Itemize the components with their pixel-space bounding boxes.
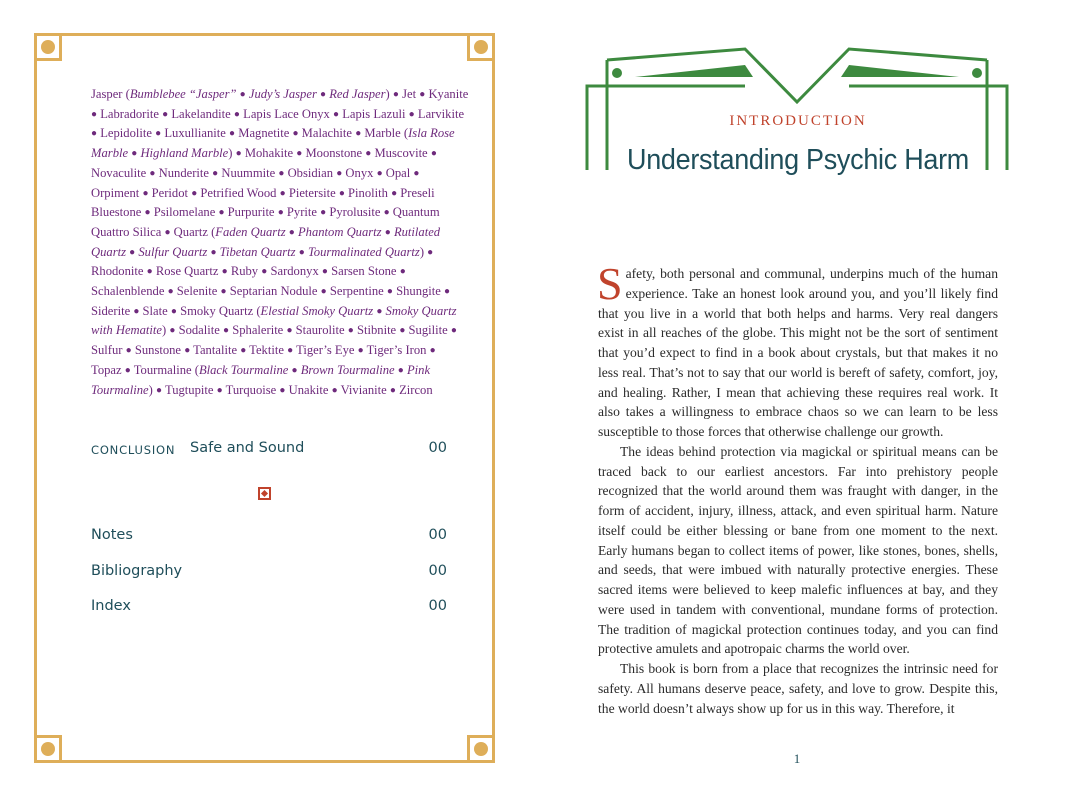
crystal-name: Mohakite	[244, 146, 294, 161]
crystal-item	[270, 264, 318, 278]
crystal-item	[91, 304, 130, 318]
bullet-separator: ●	[164, 226, 171, 238]
crystal-name: Preseli Bluestone	[91, 185, 435, 220]
crystal-name: Jet	[402, 87, 417, 101]
crystal-variety: Rutilated Quartz	[91, 224, 441, 259]
bullet-separator: ●	[399, 325, 406, 337]
crystal-variety: Red Jasper	[329, 87, 386, 101]
crystal-name: Unakite	[288, 382, 329, 397]
crystal-item	[289, 186, 336, 200]
crystal-item	[159, 166, 209, 180]
crystal-name: Orpiment	[91, 185, 140, 200]
crystal-item	[249, 343, 284, 357]
bullet-separator: ●	[133, 305, 140, 317]
crystal-variety: Brown Tourmaline	[300, 362, 395, 377]
crystal-item: Jasper (Bumblebee “Jasper” ● Judy’s Jasper ● Red Jasper)	[91, 87, 390, 101]
corner-ornament-top-right	[467, 33, 495, 61]
crystal-name: Tourmaline	[133, 362, 192, 377]
bullet-separator: ●	[429, 345, 436, 357]
bullet-separator: ●	[291, 364, 298, 376]
crystal-variety: Bumblebee “Jasper”	[129, 87, 237, 101]
crystal-item	[230, 284, 318, 298]
bullet-separator: ●	[430, 148, 437, 160]
bullet-separator: ●	[218, 207, 225, 219]
bullet-separator: ●	[162, 108, 169, 120]
bullet-separator: ●	[320, 207, 327, 219]
bullet-separator: ●	[333, 108, 340, 120]
bullet-separator: ●	[146, 266, 153, 278]
crystal-name: Luxullianite	[164, 126, 226, 141]
toc-notes[interactable]	[91, 527, 447, 551]
toc-notes-page: 00	[428, 527, 447, 543]
bullet-separator: ●	[279, 384, 286, 396]
crystal-name: Lepidolite	[100, 126, 152, 141]
conclusion-page: 00	[428, 440, 447, 456]
corner-ornament-bottom-left	[34, 735, 62, 763]
toc-bibliography-page: 00	[428, 563, 447, 579]
crystal-name: Pyrite	[286, 205, 317, 220]
crystal-item	[329, 205, 380, 219]
bullet-separator: ●	[239, 89, 246, 100]
bullet-separator: ●	[229, 128, 236, 140]
crystal-item	[245, 146, 293, 160]
crystal-name: Vivianite	[340, 382, 387, 397]
crystal-name: Tiger’s Eye	[296, 343, 355, 358]
crystal-item	[402, 87, 416, 101]
chapter-title: Understanding Psychic Harm	[626, 144, 970, 176]
crystal-name: Quantum Quattro Silica	[91, 205, 440, 239]
crystal-item	[330, 284, 384, 298]
bullet-separator: ●	[386, 286, 393, 298]
crystal-item	[232, 323, 283, 337]
bullet-separator: ●	[167, 286, 174, 298]
bullet-separator: ●	[365, 148, 372, 160]
bullet-separator: ●	[261, 266, 268, 278]
crystal-item	[91, 186, 139, 200]
bullet-separator: ●	[129, 246, 136, 258]
crystal-name: Moonstone	[305, 146, 363, 161]
crystal-name: Kyanite	[428, 87, 469, 101]
bullet-separator: ●	[91, 128, 98, 140]
crystal-item	[331, 264, 396, 278]
bullet-separator: ●	[331, 384, 338, 396]
crystal-name: Stibnite	[356, 323, 397, 338]
crystal-item	[171, 107, 230, 121]
bullet-separator: ●	[338, 187, 345, 199]
bullet-separator: ●	[419, 89, 426, 100]
crystal-item	[287, 205, 317, 219]
bullet-separator: ●	[376, 305, 383, 317]
crystal-name: Shungite	[396, 284, 441, 299]
crystal-name: Tugtupite	[164, 382, 214, 397]
crystal-name: Onyx	[345, 165, 374, 180]
crystal-name: Quartz	[173, 224, 208, 239]
bullet-separator: ●	[124, 364, 131, 376]
drop-cap: S	[597, 258, 623, 309]
bullet-separator: ●	[392, 89, 399, 100]
crystal-name: Lapis Lazuli	[342, 106, 406, 121]
bullet-separator: ●	[427, 246, 434, 258]
crystal-item	[179, 323, 220, 337]
crystal-variety: Phantom Quartz	[297, 224, 382, 239]
crystal-name: Sarsen Stone	[331, 264, 397, 279]
bullet-separator: ●	[413, 167, 420, 179]
bullet-separator: ●	[287, 345, 294, 357]
crystal-item	[226, 383, 277, 397]
bullet-separator: ●	[408, 108, 415, 120]
bullet-separator: ●	[155, 128, 162, 140]
bullet-separator: ●	[355, 128, 362, 140]
crystal-name: Turquoise	[225, 382, 277, 397]
bullet-separator: ●	[286, 325, 293, 337]
crystal-variety: Tibetan Quartz	[219, 244, 296, 259]
crystal-item	[289, 383, 329, 397]
crystal-item	[193, 343, 237, 357]
conclusion-title: Safe and Sound	[190, 440, 305, 456]
bullet-separator: ●	[131, 148, 138, 160]
crystal-variety: Judy’s Jasper	[248, 87, 317, 101]
crystal-item	[341, 383, 387, 397]
crystal-item	[288, 166, 333, 180]
crystal-item	[91, 343, 122, 357]
toc-index[interactable]	[91, 598, 447, 622]
bullet-separator: ●	[233, 108, 240, 120]
crystal-item	[91, 264, 143, 278]
bullet-separator: ●	[296, 148, 303, 160]
crystal-item	[221, 166, 275, 180]
crystal-name: Topaz	[91, 362, 122, 377]
bullet-separator: ●	[397, 364, 404, 376]
toc-index-title: Index	[91, 598, 131, 614]
section-divider-ornament	[258, 487, 271, 500]
bullet-separator: ●	[391, 187, 398, 199]
paragraph-2: The ideas behind protection via magickal or spiritual means can be traced back to our earliest ancestors. Far into prehistory people recognized that the world around them was fraught with danger, in the form of accident, injury, illness, attack, and even spiritual harm. Nature itself could be either blessing or bane from one moment to the next. Early humans began to collect items of power, like stones, bones, shells, and seeds, that were imbued with naturally protective energies. These sacred items were believed to keep malefic influences at bay, and they were used in tandem with conventional, mundane forms of protection. The tradition of magickal protection continues today, and you can find protective amulets and apotropaic charms the world over.	[598, 443, 998, 657]
crystal-item: Quartz (Faden Quartz ● Phantom Quartz ● Rutilated Quartz ● Sulfur Quartz ● Tibetan Quartz ● Tourmalinated Quartz)	[91, 224, 441, 259]
bullet-separator: ●	[320, 89, 327, 100]
crystal-name: Malachite	[301, 126, 353, 141]
crystal-item	[348, 186, 388, 200]
crystal-item	[177, 284, 218, 298]
corner-ornament-top-left	[34, 33, 62, 61]
crystal-list	[91, 85, 469, 400]
crystal-item	[156, 264, 219, 278]
crystal-name: Muscovite	[374, 146, 428, 161]
crystal-name: Sodalite	[178, 323, 220, 338]
bullet-separator: ●	[321, 266, 328, 278]
crystal-name: Schalenblende	[91, 284, 165, 299]
crystal-item	[100, 107, 159, 121]
bullet-separator: ●	[320, 286, 327, 298]
crystal-variety: Tourmalinated Quartz	[307, 244, 420, 259]
body-text	[597, 258, 998, 718]
bullet-separator: ●	[144, 207, 151, 219]
crystal-name: Tantalite	[193, 343, 238, 358]
bullet-separator: ●	[292, 128, 299, 140]
bullet-separator: ●	[235, 148, 242, 160]
bullet-separator: ●	[191, 187, 198, 199]
crystal-item	[367, 343, 427, 357]
crystal-name: Serpentine	[329, 284, 384, 299]
crystal-item	[345, 166, 373, 180]
crystal-item	[418, 107, 464, 121]
crystal-item	[409, 323, 448, 337]
crystal-name: Sardonyx	[270, 264, 319, 279]
paragraph-1	[597, 258, 998, 442]
crystal-name: Zircon	[399, 382, 433, 397]
bullet-separator: ●	[91, 108, 98, 120]
crystal-item	[302, 126, 352, 140]
crystal-item	[243, 107, 330, 121]
crystal-name: Novaculite	[91, 165, 147, 180]
toc-conclusion[interactable]	[91, 440, 447, 464]
bullet-separator: ●	[223, 325, 230, 337]
bullet-separator: ●	[347, 325, 354, 337]
bullet-separator: ●	[450, 325, 457, 337]
crystal-name: Pyrolusite	[329, 205, 381, 220]
crystal-item	[296, 343, 354, 357]
crystal-item	[342, 107, 405, 121]
crystal-item	[396, 284, 441, 298]
crystal-item	[374, 146, 427, 160]
crystal-name: Staurolite	[295, 323, 345, 338]
crystal-name: Tiger’s Iron	[366, 343, 427, 358]
crystal-name: Peridot	[151, 185, 189, 200]
crystal-item: Marble (Isla Rose Marble ● Highland Marble)	[91, 126, 455, 161]
crystal-name: Nunderite	[158, 165, 209, 180]
crystal-item	[91, 166, 146, 180]
crystal-variety: Highland Marble	[140, 146, 229, 161]
crystal-name: Sunstone	[134, 343, 182, 358]
bullet-separator: ●	[444, 286, 451, 298]
crystal-name: Petrified Wood	[200, 185, 277, 200]
crystal-name: Obsidian	[287, 165, 334, 180]
toc-bibliography[interactable]	[91, 563, 447, 587]
crystal-item	[100, 126, 152, 140]
crystal-item	[228, 205, 275, 219]
crystal-name: Psilomelane	[153, 205, 216, 220]
crystal-name: Tektite	[249, 343, 284, 358]
crystal-variety: Pink Tourmaline	[91, 362, 431, 397]
crystal-name: Rhodonite	[91, 264, 144, 279]
crystal-name: Marble	[364, 126, 401, 141]
crystal-variety: Sulfur Quartz	[138, 244, 208, 259]
crystal-item	[143, 304, 168, 318]
bullet-separator: ●	[288, 226, 295, 238]
crystal-name: Sulfur	[91, 343, 123, 358]
bullet-separator: ●	[389, 384, 396, 396]
bullet-separator: ●	[220, 286, 227, 298]
crystal-item	[428, 87, 468, 101]
bullet-separator: ●	[240, 345, 247, 357]
crystal-name: Lakelandite	[171, 106, 231, 121]
crystal-name: Rose Quartz	[155, 264, 219, 279]
crystal-item	[296, 323, 345, 337]
bullet-separator: ●	[277, 207, 284, 219]
crystal-item	[238, 126, 289, 140]
crystal-item	[357, 323, 396, 337]
crystal-name: Slate	[142, 303, 168, 318]
crystal-name: Nuummite	[221, 165, 276, 180]
crystal-item	[135, 343, 181, 357]
bullet-separator: ●	[169, 325, 176, 337]
crystal-item	[152, 186, 188, 200]
crystal-item	[165, 383, 214, 397]
toc-index-page: 00	[428, 598, 447, 614]
crystal-item	[164, 126, 226, 140]
crystal-name: Smoky Quartz	[180, 303, 254, 318]
bullet-separator: ●	[357, 345, 364, 357]
crystal-name: Sugilite	[408, 323, 448, 338]
bullet-separator: ●	[184, 345, 191, 357]
crystal-name: Jasper	[91, 87, 123, 101]
crystal-name: Siderite	[91, 303, 131, 318]
crystal-name: Selenite	[176, 284, 218, 299]
crystal-item	[231, 264, 258, 278]
crystal-name: Opal	[385, 165, 411, 180]
crystal-item	[91, 363, 122, 377]
page-number: 1	[793, 751, 801, 766]
crystal-name: Septarian Nodule	[229, 284, 318, 299]
toc-bibliography-title: Bibliography	[91, 563, 183, 579]
paragraph-1-text: afety, both personal and communal, underpins much of the human experience. Take an honest look around you, and you’ll likely find that you live in a world that both helps and harms. Very real dangers exist in all reaches of the globe. This might not be the sort of sentiment that you’d expect to find in a book about crystals, but that makes it no less real. That’s not to say that our world is bereft of safety, comfort, joy, and healing. Rather, I mean that achieving these requires real work. It also takes a willingness to embrace chaos so we can learn to be less susceptible to those forces that otherwise challenge our growth.	[598, 266, 998, 439]
crystal-name: Lapis Lace Onyx	[243, 106, 330, 121]
bullet-separator: ●	[142, 187, 149, 199]
crystal-variety: Elestial Smoky Quartz	[260, 303, 374, 318]
paragraph-3: This book is born from a place that recognizes the intrinsic need for safety. All humans deserve peace, safety, and love to grow. Despite this, the world doesn’t always show up for us in this way. Therefore, it	[598, 661, 998, 716]
crystal-name: Labradorite	[100, 106, 159, 121]
crystal-name: Sphalerite	[232, 323, 284, 338]
crystal-variety: Isla Rose Marble	[91, 126, 455, 161]
section-label: INTRODUCTION	[729, 113, 867, 129]
crystal-name: Larvikite	[417, 106, 465, 121]
crystal-name: Magnetite	[238, 126, 290, 141]
crystal-name: Pinolith	[348, 185, 388, 200]
bullet-separator: ●	[278, 167, 285, 179]
crystal-variety: Smoky Quartz with Hematite	[91, 303, 457, 338]
bullet-separator: ●	[383, 207, 390, 219]
crystal-item	[200, 186, 276, 200]
crystal-name: Purpurite	[227, 205, 275, 220]
bullet-separator: ●	[155, 384, 163, 396]
bullet-separator: ●	[376, 167, 383, 179]
bullet-separator: ●	[210, 246, 217, 258]
crystal-item	[91, 284, 164, 298]
bullet-separator: ●	[149, 167, 156, 179]
crystal-item	[386, 166, 410, 180]
crystal-name: Pietersite	[288, 185, 336, 200]
bullet-separator: ●	[279, 187, 286, 199]
toc-notes-title: Notes	[91, 527, 133, 543]
crystal-item	[399, 383, 433, 397]
bullet-separator: ●	[212, 167, 219, 179]
crystal-variety: Faden Quartz	[215, 224, 286, 239]
bullet-separator: ●	[221, 266, 228, 278]
crystal-item: Tourmaline (Black Tourmaline ● Brown Tourmaline ● Pink Tourmaline)	[91, 362, 431, 397]
bullet-separator: ●	[298, 246, 305, 258]
bullet-separator: ●	[336, 167, 343, 179]
conclusion-label: CONCLUSION	[91, 443, 176, 457]
bullet-separator: ●	[399, 266, 406, 278]
crystal-item	[305, 146, 362, 160]
crystal-item: Smoky Quartz (Elestial Smoky Quartz ● Smoky Quartz with Hematite)	[91, 303, 457, 338]
corner-ornament-bottom-right	[467, 735, 495, 763]
bullet-separator: ●	[125, 345, 132, 357]
bullet-separator: ●	[216, 384, 223, 396]
bullet-separator: ●	[170, 305, 177, 317]
crystal-variety: Black Tourmaline	[198, 362, 289, 377]
crystal-item	[154, 205, 216, 219]
crystal-name: Ruby	[230, 264, 259, 279]
bullet-separator: ●	[384, 226, 391, 238]
